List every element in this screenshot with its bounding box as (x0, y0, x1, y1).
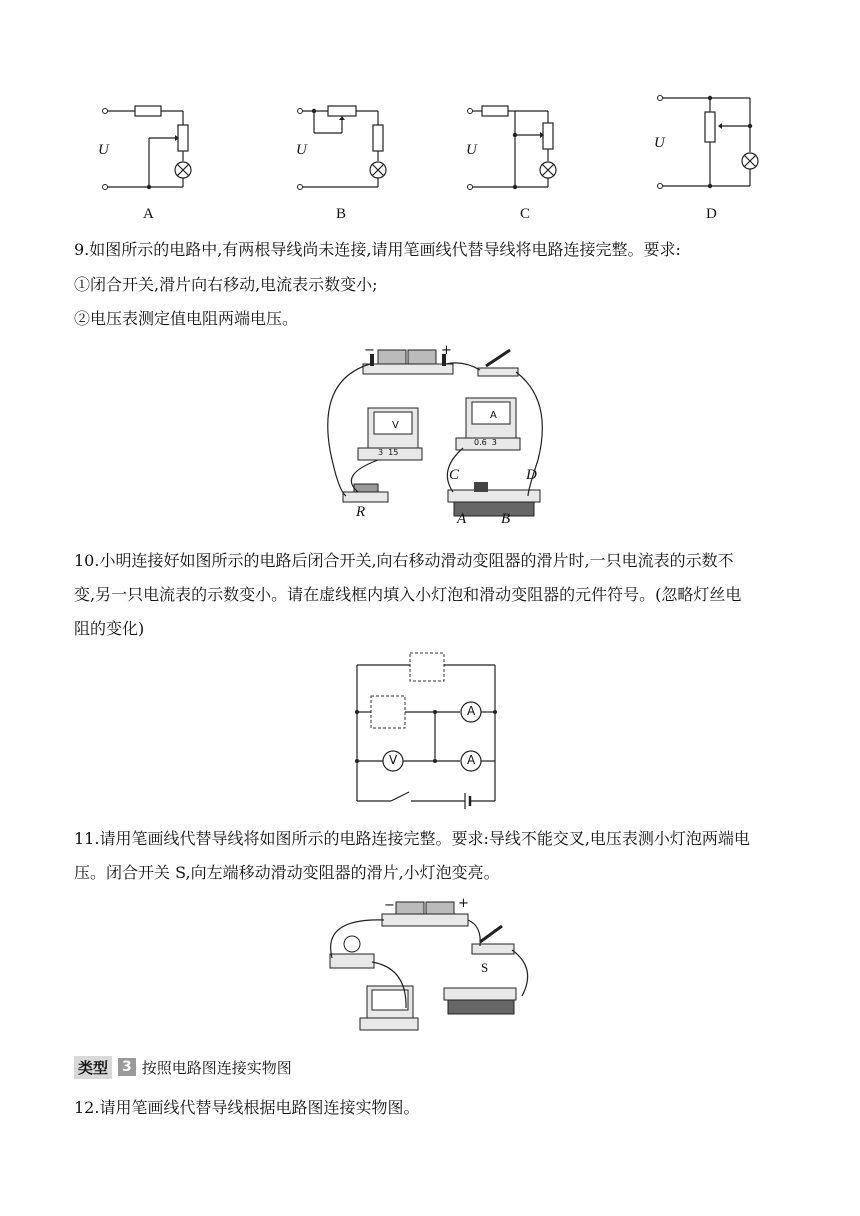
q9-label-a: A (457, 511, 467, 527)
section-title: 按照电路图连接实物图 (141, 1058, 292, 1077)
circuit-d (650, 88, 770, 198)
q11-battery-minus: − (384, 898, 395, 913)
q10-line-2: 变,另一只电流表的示数变小。请在虚线框内填入小灯泡和滑动变阻器的元件符号。(忽略灯丝电 (74, 585, 742, 604)
q11-line-1: 11.请用笔画线代替导线将如图所示的电路连接完整。要求:导线不能交叉,电压表测小灯泡两端电 (74, 829, 750, 848)
q9-battery-plus: + (441, 343, 452, 358)
q10-line-1: 10.小明连接好如图所示的电路后闭合开关,向右移动滑动变阻器的滑片时,一只电流表的示数不 (74, 551, 734, 570)
circuit-d-u-label: U (654, 135, 665, 151)
q11-battery-plus: + (458, 896, 469, 911)
circuit-a (95, 95, 205, 205)
q9-label-c: C (449, 467, 460, 483)
q11-switch-s-label: S (481, 960, 489, 975)
circuit-a-u-label: U (98, 142, 109, 158)
q10-ammeter-1-label: A (467, 704, 476, 718)
q9-label-b: B (501, 511, 511, 527)
section-tag: 类型 (74, 1056, 112, 1079)
q10-voltmeter-label: V (389, 753, 398, 767)
section-heading (74, 1055, 292, 1079)
q10-circuit-figure (355, 653, 505, 803)
q9-voltmeter-scale: 3 15 (378, 448, 399, 457)
q10-line-3: 阻的变化) (74, 619, 145, 638)
q9-requirement-2: ②电压表测定值电阻两端电压。 (74, 309, 299, 328)
q9-label-d: D (526, 467, 537, 483)
q9-label-r: R (356, 504, 366, 520)
q12-stem: 12.请用笔画线代替导线根据电路图连接实物图。 (74, 1098, 420, 1117)
q9-requirement-1: ①闭合开关,滑片向右移动,电流表示数变小; (74, 275, 378, 294)
q9-battery-minus: − (364, 343, 375, 358)
option-d-label: D (706, 206, 717, 222)
q11-apparatus-figure (322, 898, 552, 1038)
q9-apparatus-figure (318, 340, 558, 530)
q9-ammeter-scale: 0.6 3 (474, 438, 497, 447)
option-c-label: C (520, 206, 531, 222)
q9-voltmeter-symbol: V (392, 420, 399, 431)
q10-ammeter-2-label: A (467, 753, 476, 767)
circuit-b-u-label: U (296, 142, 307, 158)
section-number: 3 (118, 1058, 136, 1076)
q11-line-2: 压。闭合开关 S,向左端移动滑动变阻器的滑片,小灯泡变亮。 (74, 863, 500, 882)
option-a-label: A (143, 206, 154, 222)
option-b-label: B (336, 206, 347, 222)
q9-stem: 9.如图所示的电路中,有两根导线尚未连接,请用笔画线代替导线将电路连接完整。要求: (74, 240, 681, 259)
circuit-c-u-label: U (466, 142, 477, 158)
q9-ammeter-symbol: A (490, 410, 497, 421)
